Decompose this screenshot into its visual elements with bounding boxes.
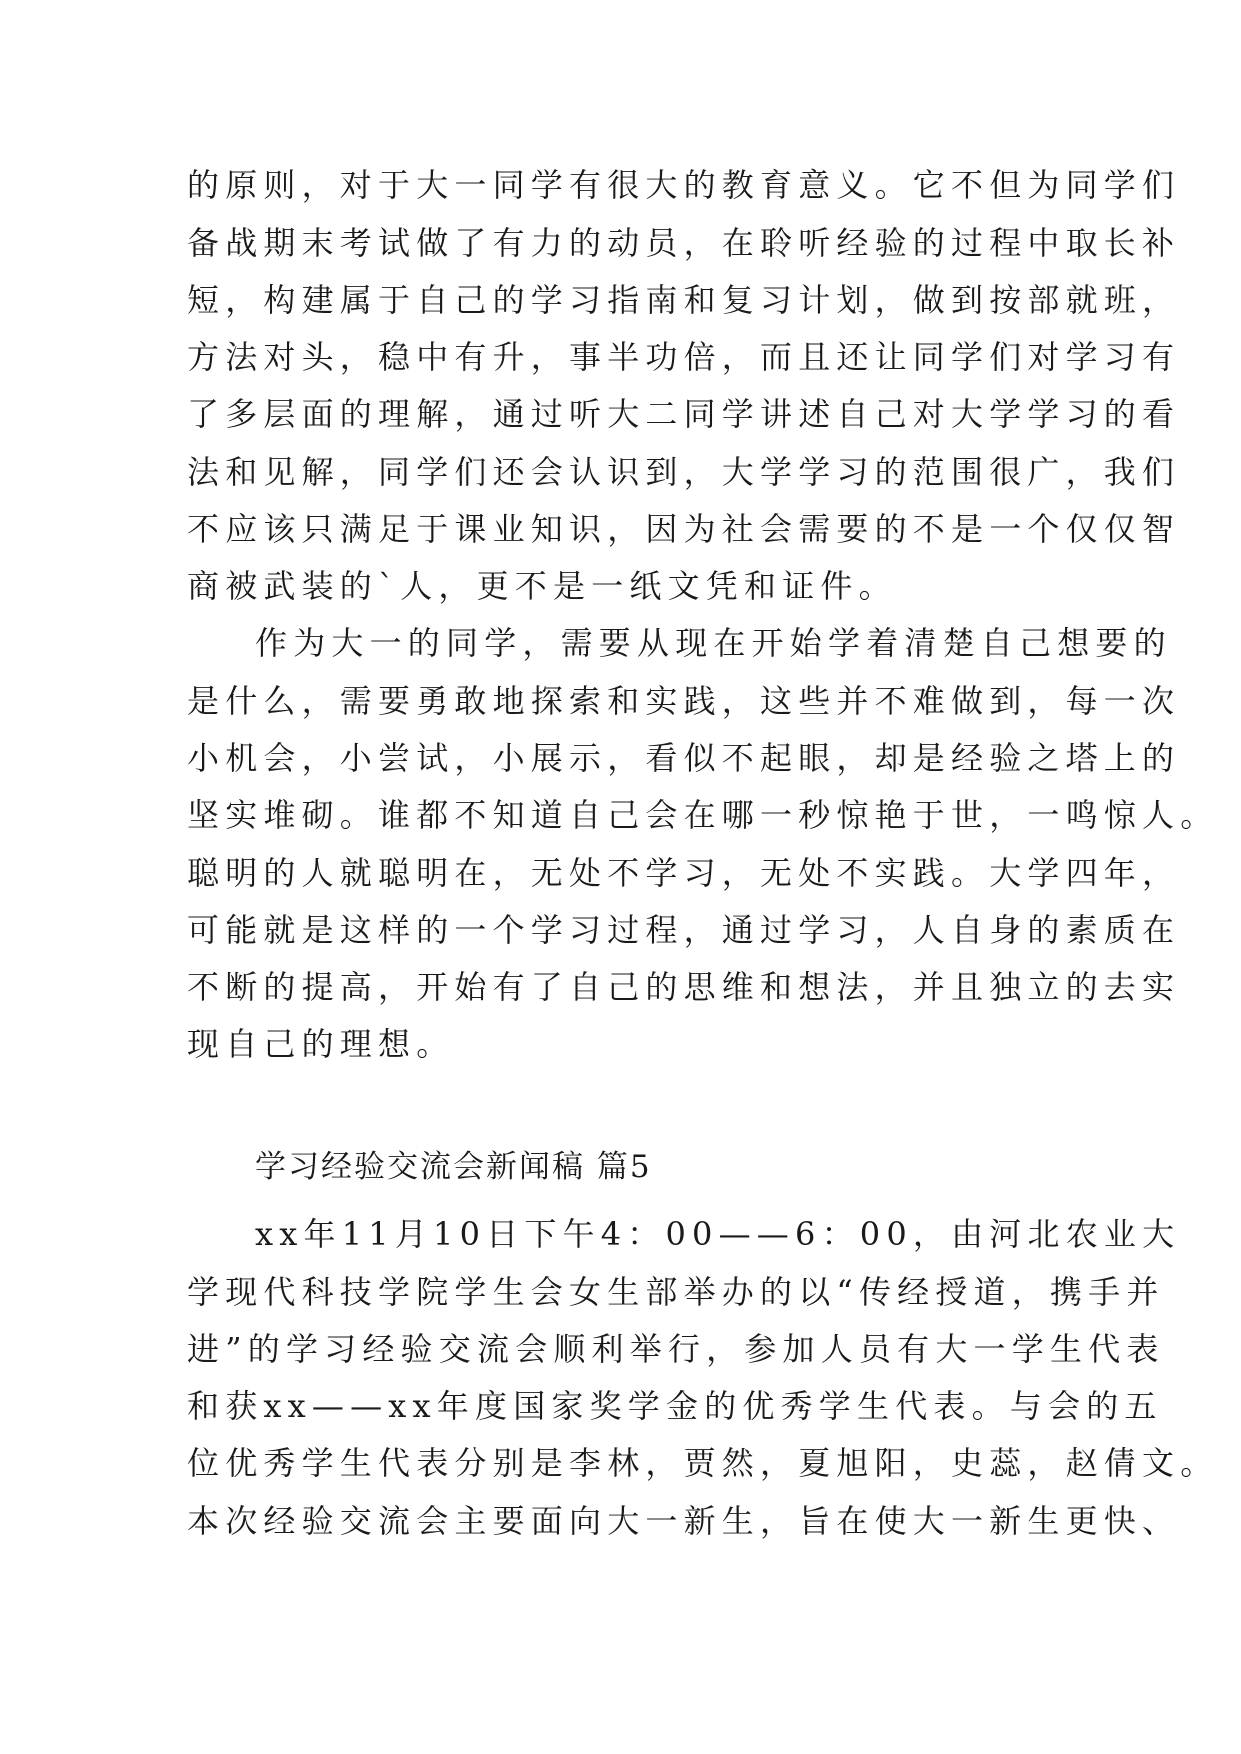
text-line: 现自己的理想。 (187, 1025, 455, 1063)
text-line: 了多层面的理解，通过听大二同学讲述自己对大学学习的看 (187, 395, 1181, 433)
text-line: 位优秀学生代表分别是李林，贾然，夏旭阳，史蕊，赵倩文。 (187, 1444, 1219, 1482)
text-line: 聪明的人就聪明在，无处不学习，无处不实践。大学四年， (187, 854, 1181, 892)
text-line: 和获xx——xx年度国家奖学金的优秀学生代表。与会的五 (187, 1387, 1163, 1425)
text-line: 作为大一的同学，需要从现在开始学着清楚自己想要的 (255, 624, 1172, 662)
text-line: 法和见解，同学们还会认识到，大学学习的范围很广，我们 (187, 453, 1181, 491)
text-line: 进”的学习经验交流会顺利举行，参加人员有大一学生代表 (187, 1330, 1165, 1368)
text-line: 小机会，小尝试，小展示，看似不起眼，却是经验之塔上的 (187, 739, 1181, 777)
text-line: 不应该只满足于课业知识，因为社会需要的不是一个仅仅智 (187, 510, 1181, 548)
section-heading: 学习经验交流会新闻稿 篇5 (255, 1149, 652, 1185)
text-line: 是什么，需要勇敢地探索和实践，这些并不难做到，每一次 (187, 682, 1181, 720)
text-line: 不断的提高，开始有了自己的思维和想法，并且独立的去实 (187, 968, 1181, 1006)
text-line: 短，构建属于自己的学习指南和复习计划，做到按部就班， (187, 281, 1181, 319)
text-line: 本次经验交流会主要面向大一新生，旨在使大一新生更快、 (187, 1502, 1181, 1540)
text-line: 学现代科技学院学生会女生部举办的以“传经授道，携手并 (187, 1273, 1165, 1311)
text-line: 可能就是这样的一个学习过程，通过学习，人自身的素质在 (187, 911, 1181, 949)
text-line: 备战期末考试做了有力的动员，在聆听经验的过程中取长补 (187, 224, 1181, 262)
text-line: 坚实堆砌。谁都不知道自己会在哪一秒惊艳于世，一鸣惊人。 (187, 796, 1219, 834)
text-line: xx年11月10日下午4：00——6：00，由河北农业大 (255, 1215, 1181, 1253)
text-line: 的原则，对于大一同学有很大的教育意义。它不但为同学们 (187, 166, 1181, 204)
text-line: 商被武装的`人，更不是一纸文凭和证件。 (187, 567, 897, 605)
text-line: 方法对头，稳中有升，事半功倍，而且还让同学们对学习有 (187, 338, 1181, 376)
